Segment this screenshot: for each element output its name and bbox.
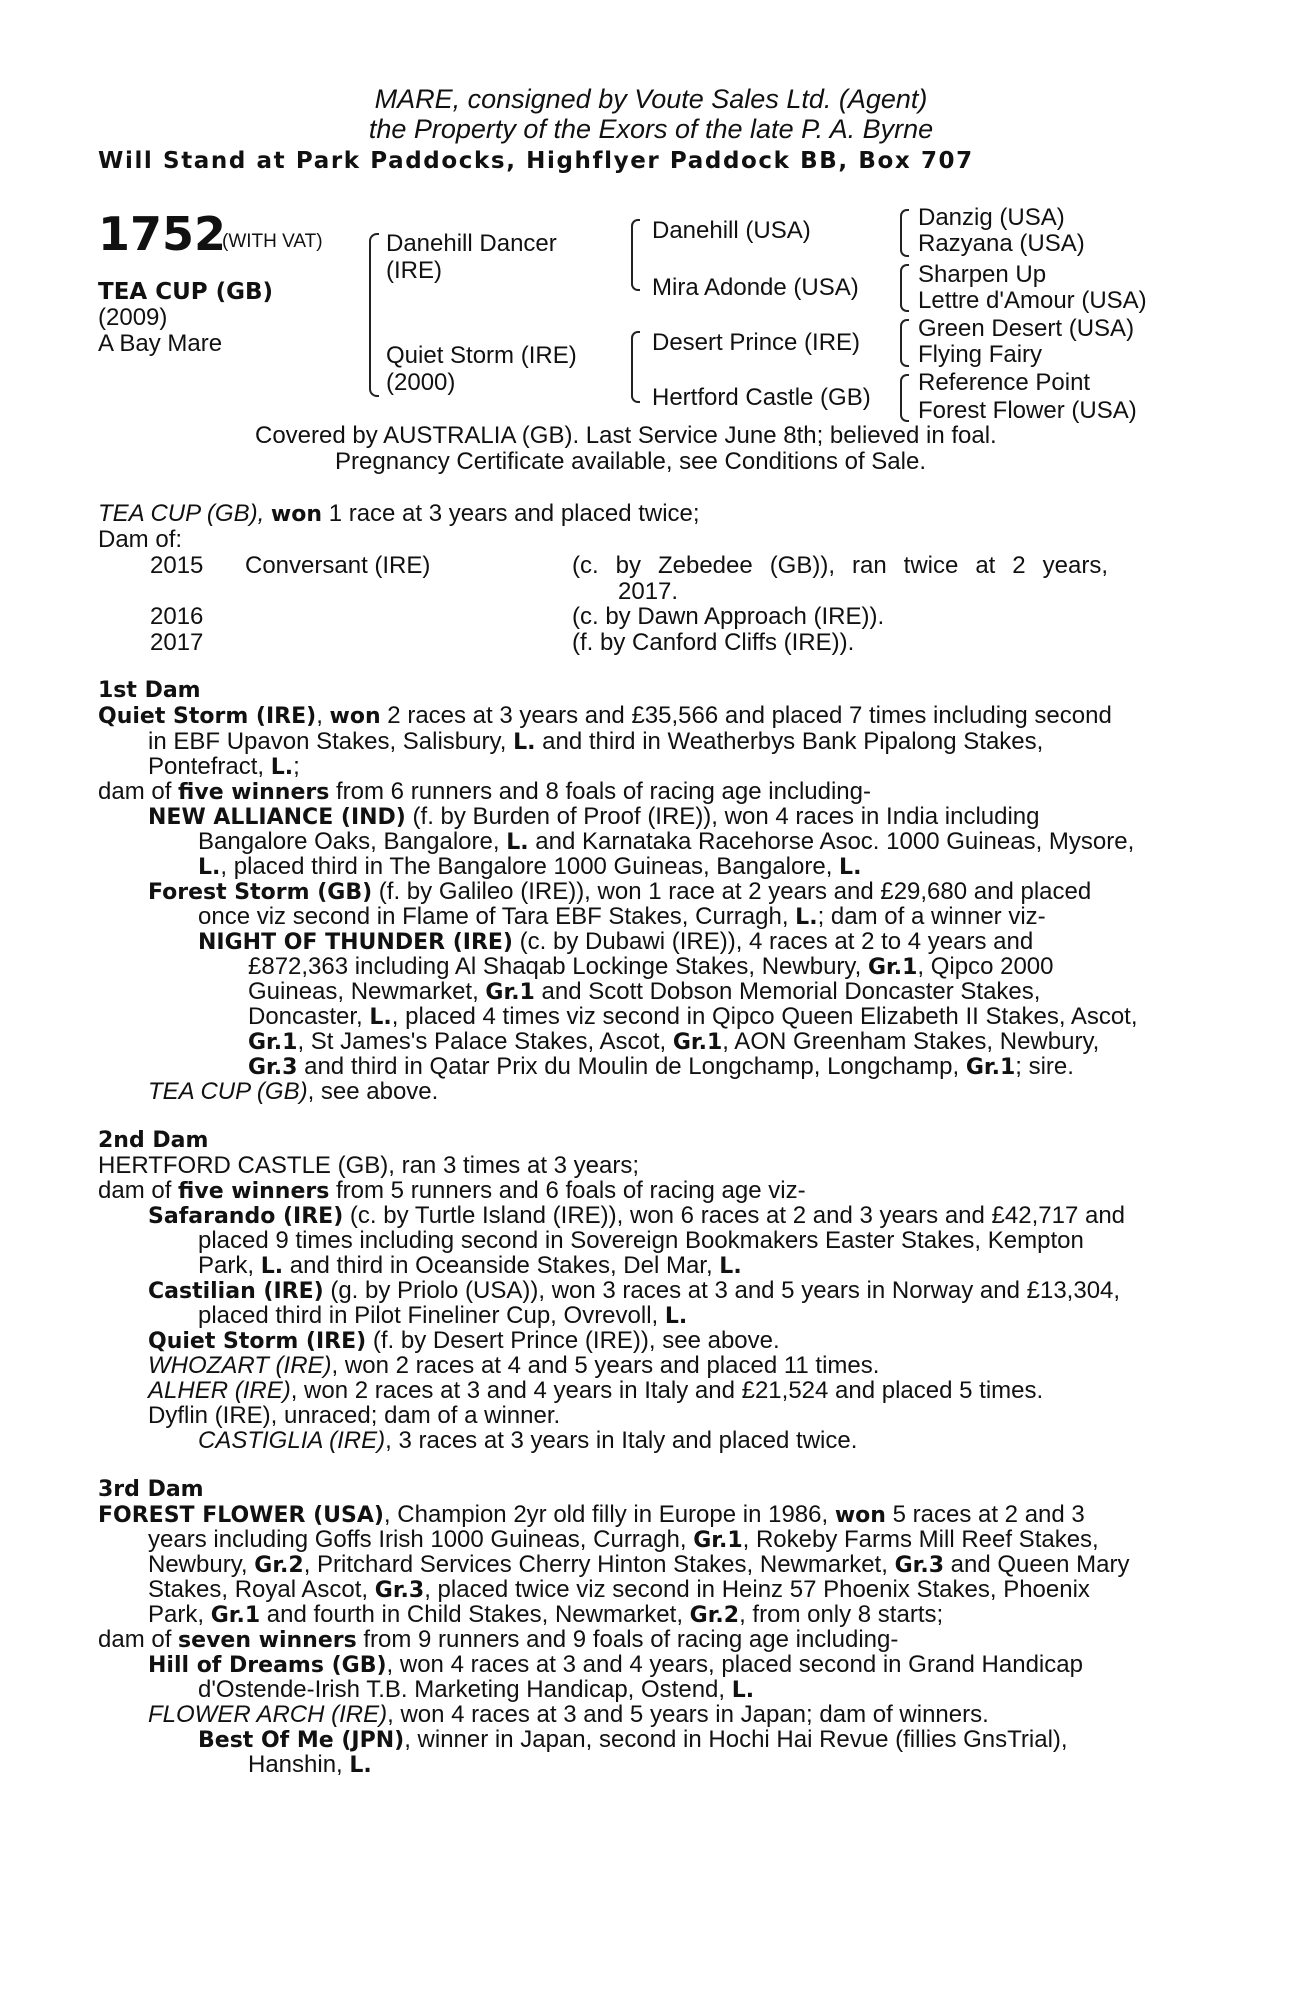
dam2-line: Castilian (IRE) (g. by Priolo (USA)), won 3 races at 3 and 5 years in Norway and £13,304, bbox=[148, 1277, 1121, 1304]
dam2-line: ALHER (IRE), won 2 races at 3 and 4 years in Italy and £21,524 and placed 5 times. bbox=[148, 1377, 1044, 1404]
second-dam-heading: 2nd Dam bbox=[98, 1128, 209, 1153]
dam1-line: Pontefract, L.; bbox=[148, 753, 300, 780]
dam3-line: FOREST FLOWER (USA), Champion 2yr old filly in Europe in 1986, won 5 races at 2 and 3 bbox=[98, 1501, 1085, 1528]
lot-description: A Bay Mare bbox=[98, 330, 223, 357]
lot-year: (2009) bbox=[98, 304, 168, 331]
dam1-dam-of: dam of five winners from 6 runners and 8 foals of racing age including- bbox=[98, 778, 871, 805]
dam1-line: Gr.1, St James's Palace Stakes, Ascot, Gr.1, AON Greenham Stakes, Newbury, bbox=[248, 1028, 1100, 1055]
lot-vat: (WITH VAT) bbox=[222, 231, 323, 252]
first-dam-heading: 1st Dam bbox=[98, 678, 201, 703]
dam1-line: in EBF Upavon Stakes, Salisbury, L. and third in Weatherbys Bank Pipalong Stakes, bbox=[148, 728, 1044, 755]
header-property: the Property of the Exors of the late P. A. Byrne bbox=[368, 114, 934, 144]
header-consignor: MARE, consigned by Voute Sales Ltd. (Agent) bbox=[374, 84, 928, 114]
produce-name: Conversant (IRE) bbox=[245, 552, 431, 579]
pedigree-sdd: Lettre d'Amour (USA) bbox=[918, 287, 1147, 314]
produce-detail: (c. by Dawn Approach (IRE)). bbox=[572, 603, 885, 630]
dam1-line: Guineas, Newmarket, Gr.1 and Scott Dobson Memorial Doncaster Stakes, bbox=[248, 978, 1041, 1005]
produce-year: 2015 bbox=[150, 552, 204, 579]
pedigree-sss: Danzig (USA) bbox=[918, 204, 1065, 231]
third-dam-heading: 3rd Dam bbox=[98, 1477, 204, 1502]
dam3-line: Best Of Me (JPN), winner in Japan, second in Hochi Hai Revue (fillies GnsTrial), bbox=[198, 1726, 1068, 1753]
dam3-line: d'Ostende-Irish T.B. Marketing Handicap, Ostend, L. bbox=[198, 1676, 755, 1703]
pedigree-dsd: Flying Fairy bbox=[918, 341, 1043, 368]
dam1-line: L., placed third in The Bangalore 1000 Guineas, Bangalore, L. bbox=[198, 853, 862, 880]
pedigree-brace-ds bbox=[900, 319, 909, 367]
pedigree-dss: Green Desert (USA) bbox=[918, 315, 1135, 342]
dam3-line: Hanshin, L. bbox=[248, 1751, 372, 1778]
pregnancy-note: Pregnancy Certificate available, see Conditions of Sale. bbox=[335, 448, 926, 475]
header-stable: Will Stand at Park Paddocks, Highflyer Paddock BB, Box 707 bbox=[98, 148, 974, 174]
pedigree-sds: Sharpen Up bbox=[918, 261, 1047, 288]
dam2-dam-of: dam of five winners from 5 runners and 6 foals of racing age viz- bbox=[98, 1177, 806, 1204]
dam1-line: £872,363 including Al Shaqab Lockinge Stakes, Newbury, Gr.1, Qipco 2000 bbox=[248, 953, 1054, 980]
dam2-line: Dyflin (IRE), unraced; dam of a winner. bbox=[148, 1402, 561, 1429]
pedigree-dds: Reference Point bbox=[918, 369, 1091, 396]
dam3-line: Park, Gr.1 and fourth in Child Stakes, Newmarket, Gr.2, from only 8 starts; bbox=[148, 1601, 944, 1628]
dam2-line: placed third in Pilot Fineliner Cup, Ovrevoll, L. bbox=[198, 1302, 688, 1329]
covered-note: Covered by AUSTRALIA (GB). Last Service June 8th; believed in foal. bbox=[255, 422, 997, 449]
produce-detail: (f. by Canford Cliffs (IRE)). bbox=[572, 629, 855, 656]
pedigree-dam-sire: Desert Prince (IRE) bbox=[652, 329, 861, 356]
lot-number: 1752 bbox=[98, 207, 227, 261]
produce-year: 2016 bbox=[150, 603, 204, 630]
dam2-line: Safarando (IRE) (c. by Turtle Island (IRE)), won 6 races at 2 and 3 years and £42,717 and bbox=[148, 1202, 1126, 1229]
dam3-line: years including Goffs Irish 1000 Guineas, Curragh, Gr.1, Rokeby Farms Mill Reef Stakes, bbox=[148, 1526, 1099, 1553]
pedigree-sire: Danehill Dancer bbox=[386, 230, 557, 257]
dam1-line: Doncaster, L., placed 4 times viz second in Qipco Queen Elizabeth II Stakes, Ascot, bbox=[248, 1003, 1138, 1030]
pedigree-sire-sire: Danehill (USA) bbox=[652, 217, 811, 244]
dam2-line: Quiet Storm (IRE) (f. by Desert Prince (IRE)), see above. bbox=[148, 1327, 780, 1354]
produce-detail-cont: 2017. bbox=[618, 578, 679, 605]
dam2-line: placed 9 times including second in Sovereign Bookmakers Easter Stakes, Kempton bbox=[198, 1227, 1084, 1254]
dam1-line: Forest Storm (GB) (f. by Galileo (IRE)), won 1 race at 2 years and £29,680 and placed bbox=[148, 878, 1092, 905]
pedigree-ddd: Forest Flower (USA) bbox=[918, 397, 1137, 424]
dam3-line: FLOWER ARCH (IRE), won 4 races at 3 and 5 years in Japan; dam of winners. bbox=[148, 1701, 989, 1728]
intro-line: TEA CUP (GB), won 1 race at 3 years and placed twice; bbox=[98, 500, 700, 527]
dam1-line: TEA CUP (GB), see above. bbox=[148, 1078, 439, 1105]
dam3-dam-of: dam of seven winners from 9 runners and 9 foals of racing age including- bbox=[98, 1626, 899, 1653]
pedigree-brace-sire bbox=[631, 219, 640, 291]
dam2-line: WHOZART (IRE), won 2 races at 4 and 5 years and placed 11 times. bbox=[148, 1352, 880, 1379]
pedigree-sire-dam: Mira Adonde (USA) bbox=[652, 274, 859, 301]
pedigree-brace-sd bbox=[900, 264, 909, 312]
pedigree-brace-dd bbox=[900, 374, 909, 422]
dam2-line: Park, L. and third in Oceanside Stakes, Del Mar, L. bbox=[198, 1252, 742, 1279]
dam1-line: Bangalore Oaks, Bangalore, L. and Karnataka Racehorse Asoc. 1000 Guineas, Mysore, bbox=[198, 828, 1135, 855]
pedigree-ssd: Razyana (USA) bbox=[918, 230, 1085, 257]
dam1-line: NIGHT OF THUNDER (IRE) (c. by Dubawi (IRE)), 4 races at 2 to 4 years and bbox=[198, 928, 1034, 955]
dam1-line: Quiet Storm (IRE), won 2 races at 3 years and £35,566 and placed 7 times including second bbox=[98, 702, 1112, 729]
pedigree-dam-dam: Hertford Castle (GB) bbox=[652, 384, 871, 411]
dam3-line: Stakes, Royal Ascot, Gr.3, placed twice viz second in Heinz 57 Phoenix Stakes, Phoenix bbox=[148, 1576, 1090, 1603]
pedigree-dam-year: (2000) bbox=[386, 369, 456, 396]
pedigree-brace-ss bbox=[900, 209, 909, 257]
lot-name: TEA CUP (GB) bbox=[98, 279, 274, 305]
dam1-line: NEW ALLIANCE (IND) (f. by Burden of Proof (IRE)), won 4 races in India including bbox=[148, 803, 1040, 830]
produce-year: 2017 bbox=[150, 629, 204, 656]
dam2-line: HERTFORD CASTLE (GB), ran 3 times at 3 years; bbox=[98, 1152, 640, 1179]
dam-of-label: Dam of: bbox=[98, 526, 183, 553]
dam3-line: Hill of Dreams (GB), won 4 races at 3 and 4 years, placed second in Grand Handicap bbox=[148, 1651, 1083, 1678]
dam1-line: once viz second in Flame of Tara EBF Stakes, Curragh, L.; dam of a winner viz- bbox=[198, 903, 1046, 930]
dam2-line: CASTIGLIA (IRE), 3 races at 3 years in Italy and placed twice. bbox=[198, 1427, 858, 1454]
pedigree-brace-dam bbox=[631, 331, 640, 403]
produce-detail: (c. by Zebedee (GB)), ran twice at 2 years, bbox=[572, 552, 1108, 579]
dam1-line: Gr.3 and third in Qatar Prix du Moulin de Longchamp, Longchamp, Gr.1; sire. bbox=[248, 1053, 1074, 1080]
dam3-line: Newbury, Gr.2, Pritchard Services Cherry Hinton Stakes, Newmarket, Gr.3 and Queen Mary bbox=[148, 1551, 1130, 1578]
pedigree-sire-country: (IRE) bbox=[386, 257, 442, 284]
pedigree-dam: Quiet Storm (IRE) bbox=[386, 342, 577, 369]
pedigree-brace-main bbox=[369, 233, 379, 397]
